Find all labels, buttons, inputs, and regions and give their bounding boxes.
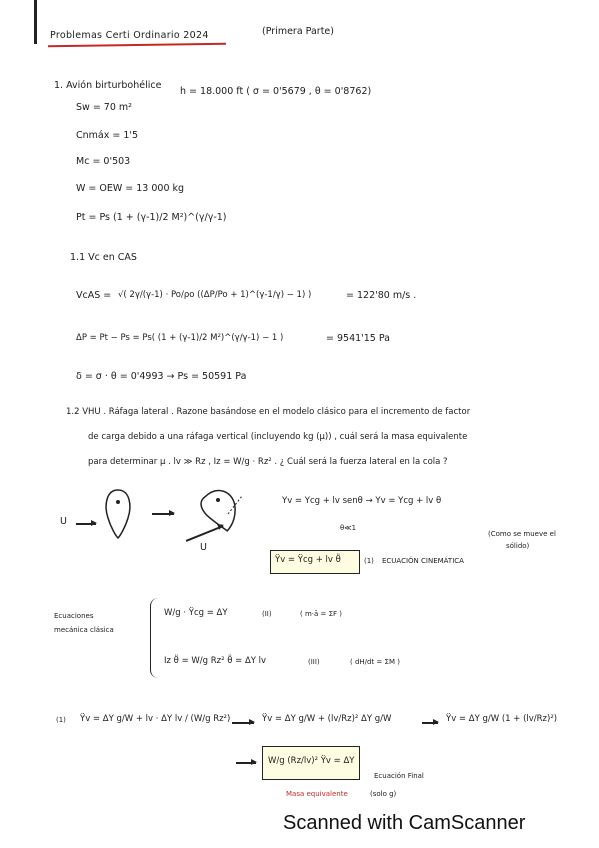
- mach-cruise: Mc = 0'503: [76, 156, 131, 167]
- altitude-line: h = 18.000 ft ( σ = 0'5679 , θ = 0'8762): [180, 86, 372, 97]
- translation-equation: W/g · Ÿcg = ΔY: [164, 608, 228, 618]
- vcas-label: VcAS =: [76, 290, 112, 301]
- equation-1-tag: (1): [364, 557, 374, 565]
- section-1-2-line-2: de carga debido a una ráfaga vertical (incluyendo kg (μ)) , cuál será la masa equivalente: [88, 432, 468, 442]
- wing-area: Sw = 70 m²: [76, 102, 132, 113]
- equation-2-tag: (II): [262, 610, 272, 618]
- delta-static-pressure-line: δ = σ · θ = 0'4993 → Ps = 50591 Pa: [76, 371, 247, 382]
- page-title: Problemas Certi Ordinario 2024: [50, 30, 209, 41]
- fuselage-top-view-1: [98, 488, 138, 540]
- transition-arrow: [152, 513, 174, 515]
- final-equation: W/g (Rz/lv)² Ÿv = ΔY: [268, 756, 355, 766]
- gust-velocity-left-label: U: [60, 516, 67, 527]
- small-angle-note: θ≪1: [340, 524, 357, 532]
- weight-line: W = OEW = 13 000 kg: [76, 183, 185, 194]
- combined-tag: (1): [56, 716, 66, 724]
- angular-momentum-law: ( dH/dt = ΣM ): [350, 658, 400, 666]
- equivalent-mass-label: Masa equivalente: [286, 790, 348, 798]
- final-arrow: [236, 762, 256, 764]
- camscanner-watermark: Scanned with CamScanner: [283, 812, 526, 834]
- total-pressure-formula: Pt = Ps (1 + (γ-1)/2 M²)^(γ/γ-1): [76, 212, 227, 223]
- vcas-expression: √( 2γ/(γ-1) · Po/ρo ((ΔP/Po + 1)^(γ-1/γ) − 1) ): [118, 290, 312, 300]
- final-equation-label: Ecuación Final: [374, 772, 424, 780]
- system-brace: [150, 598, 159, 678]
- delta-p-expression: ΔP = Pt − Ps = Ps( (1 + (γ-1)/2 M²)^(γ/γ-1) − 1 ): [76, 333, 284, 343]
- equivalent-mass-note: (solo g): [370, 790, 397, 798]
- side-note-line-2: sólido): [506, 542, 530, 550]
- combined-expression-3: Ÿv = ΔY g/W (1 + (lv/Rz)²): [446, 714, 558, 724]
- derivation-arrow-1: [232, 722, 254, 724]
- mechanics-label-line-2: mecánica clásica: [54, 626, 114, 634]
- section-1-1-heading: 1.1 Vc en CAS: [70, 252, 137, 263]
- derivation-arrow-2: [422, 722, 438, 724]
- combined-expression-1: Ÿv = ΔY g/W + lv · ΔY lv / (W/g Rz²): [80, 714, 231, 724]
- cn-max: Cnmáx = 1'5: [76, 130, 139, 141]
- kinematic-relation: Yv = Ycg + lv senθ → Yv = Ycg + lv θ: [282, 496, 442, 506]
- section-1-2-line-1: 1.2 VHU . Ráfaga lateral . Razone basándose en el modelo clásico para el incremento de factor: [66, 407, 471, 417]
- kinematic-equation-label: ECUACIÓN CINEMÁTICA: [382, 557, 464, 565]
- title-underline: [48, 43, 226, 47]
- gust-arrow-left: [76, 523, 96, 525]
- side-note-line-1: (Como se mueve el: [488, 530, 556, 538]
- page-edge-mark: [34, 0, 37, 44]
- problem-heading: 1. Avión birturbohélice: [54, 80, 162, 91]
- kinematic-equation: Ÿv = Ÿcg + lv θ̈: [275, 555, 341, 565]
- mechanics-label-line-1: Ecuaciones: [54, 612, 94, 620]
- equation-3-tag: (III): [308, 658, 320, 666]
- rotation-equation: Iz θ̈ = W/g Rz² θ̈ = ΔY lv: [164, 656, 267, 666]
- vcas-result: = 122'80 m/s .: [346, 290, 417, 301]
- fuselage-rotated-view: [196, 484, 256, 536]
- page-subtitle: (Primera Parte): [262, 26, 334, 37]
- section-1-2-line-3: para determinar μ . lv ≫ Rz , Iz = W/g · Rz² . ¿ Cuál será la fuerza lateral en la cola ?: [88, 457, 448, 467]
- delta-p-result: = 9541'15 Pa: [326, 333, 390, 344]
- combined-expression-2: Ÿv = ΔY g/W + (lv/Rz)² ΔY g/W: [262, 714, 392, 724]
- gust-velocity-bottom-label: U: [200, 542, 207, 553]
- newton-law: ( m·ā = ΣF ): [300, 610, 343, 618]
